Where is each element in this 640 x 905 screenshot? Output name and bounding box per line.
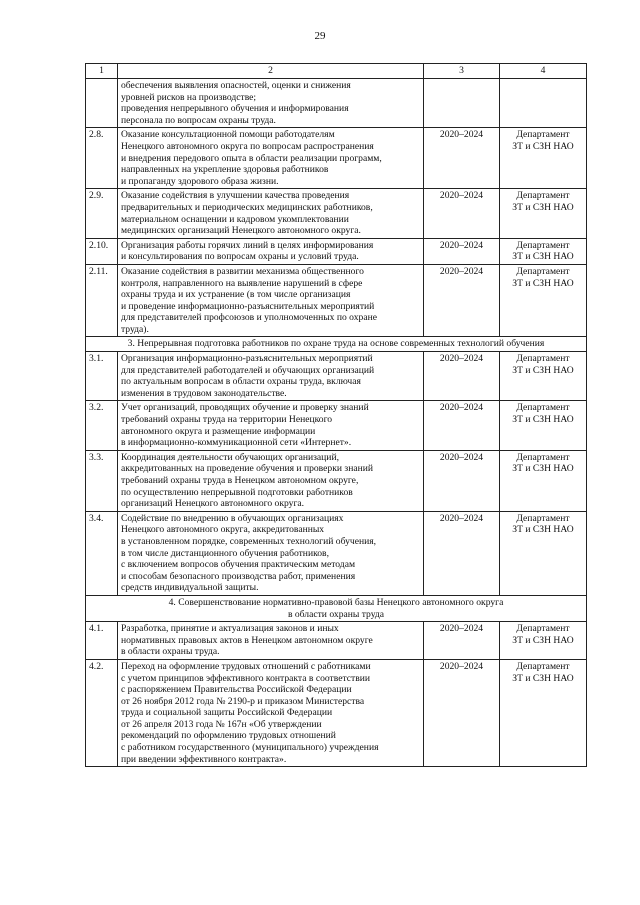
table-header-row <box>86 64 587 79</box>
row-number: 3.1. <box>86 352 118 401</box>
header-cell-number: 1 <box>86 64 118 79</box>
row-term: 2020–2024 <box>424 352 500 401</box>
row-executor: Департамент ЗТ и СЗН НАО <box>500 128 587 189</box>
table-row <box>86 264 587 337</box>
table-row <box>86 401 587 450</box>
table-row <box>86 622 587 660</box>
row-number: 3.4. <box>86 511 118 595</box>
measures-table <box>85 63 587 767</box>
row-measure: Разработка, принятие и актуализация законов и иных нормативных правовых актов в Ненецком автономном округе в области охраны труда. <box>118 622 424 660</box>
row-term: 2020–2024 <box>424 189 500 238</box>
row-term: 2020–2024 <box>424 450 500 511</box>
row-executor: Департамент ЗТ и СЗН НАО <box>500 264 587 337</box>
row-executor: Департамент ЗТ и СЗН НАО <box>500 511 587 595</box>
section-heading-row <box>86 337 587 352</box>
row-measure: Оказание консультационной помощи работодателям Ненецкого автономного округа по вопросам распространения и внедрения передового опыта в области реализации программ, направленных на укрепление здоровья работников и пропаганду здорового образа жизни. <box>118 128 424 189</box>
row-measure: обеспечения выявления опасностей, оценки и снижения уровней рисков на производстве; проведения непрерывного обучения и информирования персонала по вопросам охраны труда. <box>118 79 424 128</box>
row-executor: Департамент ЗТ и СЗН НАО <box>500 450 587 511</box>
table-row <box>86 511 587 595</box>
row-term: 2020–2024 <box>424 264 500 337</box>
row-executor: Департамент ЗТ и СЗН НАО <box>500 401 587 450</box>
row-executor: Департамент ЗТ и СЗН НАО <box>500 659 587 766</box>
section-heading-row <box>86 595 587 621</box>
row-measure: Содействие по внедрению в обучающих организациях Ненецкого автономного округа, аккредитованных в установленном порядке, современных технологий обучения, в том числе дистанционного обучения работников, с включением вопросов обучения практическим методам и способам безопасного производства работ, применения средств индивидуальной защиты. <box>118 511 424 595</box>
header-cell-executor: 4 <box>500 64 587 79</box>
row-executor: Департамент ЗТ и СЗН НАО <box>500 622 587 660</box>
row-number: 3.2. <box>86 401 118 450</box>
row-executor: Департамент ЗТ и СЗН НАО <box>500 189 587 238</box>
row-measure: Координация деятельности обучающих организаций, аккредитованных на проведение обучения и проверки знаний требований охраны труда в Ненецком автономном округе, по осуществлению непрерывной подготовки работников организаций Ненецкого автономного округа. <box>118 450 424 511</box>
row-number: 4.2. <box>86 659 118 766</box>
section-heading: 3. Непрерывная подготовка работников по охране труда на основе современных технологий обучения <box>86 337 587 352</box>
section-heading: 4. Совершенствование нормативно-правовой базы Ненецкого автономного округа в области охраны труда <box>86 595 587 621</box>
table-row <box>86 659 587 766</box>
row-term <box>424 79 500 128</box>
table-row <box>86 352 587 401</box>
row-term: 2020–2024 <box>424 128 500 189</box>
row-number: 2.8. <box>86 128 118 189</box>
row-measure: Учет организаций, проводящих обучение и проверку знаний требований охраны труда на территории Ненецкого автономного округа и размещение информации в информационно-коммуникационной сети «Интернет». <box>118 401 424 450</box>
row-term: 2020–2024 <box>424 659 500 766</box>
row-number <box>86 79 118 128</box>
row-measure: Оказание содействия в развитии механизма общественного контроля, направленного на выявление нарушений в сфере охраны труда и их устранение (в том числе организация и проведение информационно-разъяснительных мероприятий для представителей профсоюзов и уполномоченных по охране труда). <box>118 264 424 337</box>
table-row <box>86 238 587 264</box>
row-measure: Организация информационно-разъяснительных мероприятий для представителей работодателей и обучающих организаций по актуальным вопросам в области охраны труда, включая изменения в трудовом законодательстве. <box>118 352 424 401</box>
header-cell-measure: 2 <box>118 64 424 79</box>
row-executor: Департамент ЗТ и СЗН НАО <box>500 238 587 264</box>
table-row <box>86 79 587 128</box>
row-executor: Департамент ЗТ и СЗН НАО <box>500 352 587 401</box>
table-row <box>86 189 587 238</box>
row-executor <box>500 79 587 128</box>
row-number: 4.1. <box>86 622 118 660</box>
page-number: 29 <box>314 30 326 42</box>
row-number: 3.3. <box>86 450 118 511</box>
row-measure: Переход на оформление трудовых отношений с работниками с учетом принципов эффективного контракта в соответствии с распоряжением Правительства Российской Федерации от 26 ноября 2012 года № 2190-р и приказом Министерства труда и социальной защиты Российской Федерации от 26 апреля 2013 года № 167н «Об утверждении рекомендаций по оформлению трудовых отношений с работником государственного (муниципального) учреждения при введении эффективного контракта». <box>118 659 424 766</box>
row-number: 2.11. <box>86 264 118 337</box>
row-measure: Оказание содействия в улучшении качества проведения предварительных и периодических медицинских работников, материальном оснащении и кадровом укомплектовании медицинских организаций Ненецкого автономного округа. <box>118 189 424 238</box>
row-term: 2020–2024 <box>424 511 500 595</box>
row-term: 2020–2024 <box>424 401 500 450</box>
row-number: 2.9. <box>86 189 118 238</box>
row-measure: Организация работы горячих линий в целях информирования и консультирования по вопросам охраны и условий труда. <box>118 238 424 264</box>
table-row <box>86 450 587 511</box>
row-number: 2.10. <box>86 238 118 264</box>
header-cell-term: 3 <box>424 64 500 79</box>
row-term: 2020–2024 <box>424 622 500 660</box>
table-row <box>86 128 587 189</box>
row-term: 2020–2024 <box>424 238 500 264</box>
